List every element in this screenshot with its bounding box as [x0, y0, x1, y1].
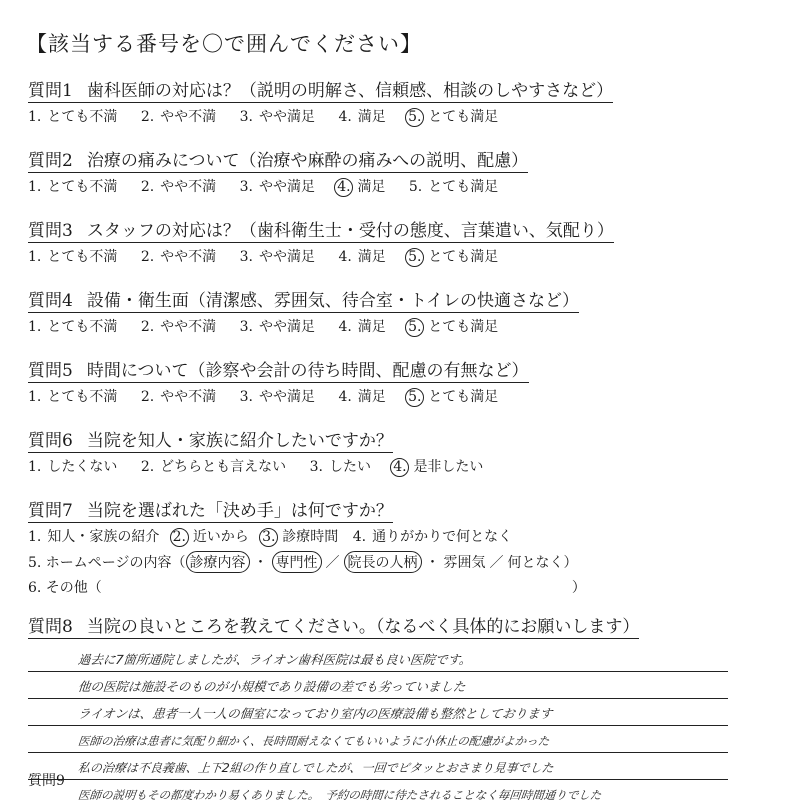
handwritten-text: ライオンは、患者一人一人の個室になっており室内の医療設備も整然としております	[77, 706, 554, 721]
handwritten-text: 他の医院は施設そのものが小規模であり設備の差でも劣っていました	[77, 679, 467, 694]
option-4-selected[interactable]: 4. 満足	[338, 176, 385, 197]
selected-circle: 4.	[334, 178, 353, 197]
other-label[interactable]: 6. その他（	[28, 580, 102, 596]
handwritten-text: 私の治療は不良義歯、上下2組の作り直しでしたが、一回でピタッとおさまり見事でした	[77, 761, 555, 775]
answer-options	[28, 456, 668, 477]
hp-option-director[interactable]: 院長の人柄	[344, 551, 422, 573]
option-1[interactable]: 1. とても不満	[28, 249, 118, 265]
hp-option-atmosphere[interactable]: 雰囲気	[443, 555, 486, 571]
question-title: 質問1 歯科医師の対応は？（説明の明解さ、信頼感、相談のしやすさなど）	[28, 76, 613, 103]
option-3-selected[interactable]: 3. 診療時間	[263, 526, 338, 547]
question-label: 質問2	[28, 151, 73, 171]
answer-line	[28, 780, 728, 806]
question-label: 質問1	[28, 81, 73, 101]
option-3[interactable]: 3. やや満足	[239, 109, 315, 125]
selected-circle: 3.	[259, 528, 278, 547]
answer-options-row-3: 6. その他（ ）	[28, 580, 586, 596]
question-label: 質問3	[28, 221, 73, 241]
option-5-selected[interactable]: 5. とても満足	[409, 386, 498, 407]
next-question-label: 質問9	[28, 773, 65, 789]
question-title: 質問5 時間について（診察や会計の待ち時間、配慮の有無など）	[28, 356, 529, 383]
question-label: 質問5	[28, 361, 73, 381]
handwritten-text: 医師の治療は患者に気配り細かく、長時間耐えなくてもいいように小休止の配慮がよかった	[77, 734, 551, 748]
question-title: 質問8 当院の良いところを教えてください。（なるべく具体的にお願いします）	[28, 612, 639, 639]
option-4[interactable]: 4. 満足	[338, 249, 386, 265]
option-5[interactable]: 5. とても満足	[408, 179, 499, 195]
option-2-selected[interactable]: 2. 近いから	[174, 526, 249, 547]
option-2[interactable]: 2. やや不満	[140, 179, 217, 195]
question-title: 質問4 設備・衛生面（清潔感、雰囲気、待合室・トイレの快適さなど）	[28, 286, 579, 313]
question-2	[28, 146, 668, 197]
handwritten-text: 医師の説明もその都度わかり易くありました。 予約の時間に待たされることなく毎回時間通りでした	[77, 788, 602, 802]
option-5-selected[interactable]: 5. とても満足	[409, 316, 498, 337]
answer-options-row-2: 5. ホームページの内容（ 診療内容 ・ 専門性 ／ 院長の人柄 ・ 雰囲気 ／ 何となく）	[28, 551, 668, 573]
option-5-selected[interactable]: 5. とても満足	[409, 106, 498, 127]
option-2[interactable]: 2. やや不満	[140, 389, 217, 405]
option-3[interactable]: 3. やや満足	[239, 389, 315, 405]
option-2[interactable]: 2. やや不満	[140, 249, 217, 265]
option-4[interactable]: 4. 満足	[338, 389, 386, 405]
option-1[interactable]: 1. したくない	[28, 459, 118, 475]
option-3[interactable]: 3. したい	[309, 459, 371, 475]
question-title: 質問2 治療の痛みについて（治療や麻酔の痛みへの説明、配慮）	[28, 146, 528, 173]
option-2[interactable]: 2. どちらとも言えない	[140, 459, 287, 475]
question-label: 質問6	[28, 431, 73, 451]
instructions-header: 【該当する番号を〇で囲んでください】	[26, 32, 422, 56]
answer-options	[28, 106, 668, 127]
question-title: 質問7 当院を選ばれた「決め手」は何ですか？	[28, 496, 393, 523]
answer-options	[28, 316, 668, 337]
selected-circle: 5.	[405, 318, 424, 337]
homepage-prefix: 5. ホームページの内容（	[28, 555, 186, 571]
option-3[interactable]: 3. やや満足	[239, 319, 315, 335]
answer-line	[28, 699, 728, 726]
option-1[interactable]: 1. 知人・家族の紹介	[28, 529, 160, 545]
handwritten-text: 過去に7箇所通院しましたが、ライオン歯科医院は最も良い医院です。	[77, 652, 473, 667]
question-1	[28, 76, 668, 127]
answer-options	[28, 246, 668, 267]
option-4[interactable]: 4. 満足	[338, 319, 386, 335]
question-7	[28, 496, 668, 597]
option-1[interactable]: 1. とても不満	[28, 319, 118, 335]
option-4[interactable]: 4. 満足	[338, 109, 386, 125]
hp-option-expertise[interactable]: 専門性	[272, 551, 322, 573]
question-6	[28, 426, 668, 477]
option-1[interactable]: 1. とても不満	[28, 109, 118, 125]
selected-circle: 5.	[405, 108, 424, 127]
question-label: 質問8	[28, 617, 73, 637]
selected-circle: 4.	[390, 458, 409, 477]
answer-line	[28, 753, 728, 780]
hp-option-somehow[interactable]: 何となく	[507, 555, 564, 571]
question-title: 質問3 スタッフの対応は？（歯科衛生士・受付の態度、言葉遣い、気配り）	[28, 216, 614, 243]
answer-line	[28, 672, 728, 699]
option-2[interactable]: 2. やや不満	[140, 109, 217, 125]
answer-line	[28, 645, 728, 672]
question-3	[28, 216, 668, 267]
answer-options	[28, 176, 668, 197]
question-4	[28, 286, 668, 337]
option-1[interactable]: 1. とても不満	[28, 179, 118, 195]
selected-circle: 5.	[405, 388, 424, 407]
answer-options-row-1	[28, 526, 668, 547]
question-label: 質問7	[28, 501, 73, 521]
selected-circle: 5.	[405, 248, 424, 267]
selected-circle: 2.	[170, 528, 189, 547]
option-4-selected[interactable]: 4. 是非したい	[394, 456, 483, 477]
question-5	[28, 356, 668, 407]
option-4[interactable]: 4. 通りがかりで何となく	[352, 529, 513, 545]
hp-option-treatment[interactable]: 診療内容	[186, 551, 250, 573]
question-title: 質問6 当院を知人・家族に紹介したいですか？	[28, 426, 393, 453]
question-8	[28, 612, 668, 806]
question-label: 質問4	[28, 291, 73, 311]
option-5-selected[interactable]: 5. とても満足	[409, 246, 498, 267]
option-2[interactable]: 2. やや不満	[140, 319, 217, 335]
answer-line	[28, 726, 728, 753]
answer-options	[28, 386, 668, 407]
option-3[interactable]: 3. やや満足	[239, 179, 315, 195]
option-1[interactable]: 1. とても不満	[28, 389, 118, 405]
option-3[interactable]: 3. やや満足	[239, 249, 315, 265]
